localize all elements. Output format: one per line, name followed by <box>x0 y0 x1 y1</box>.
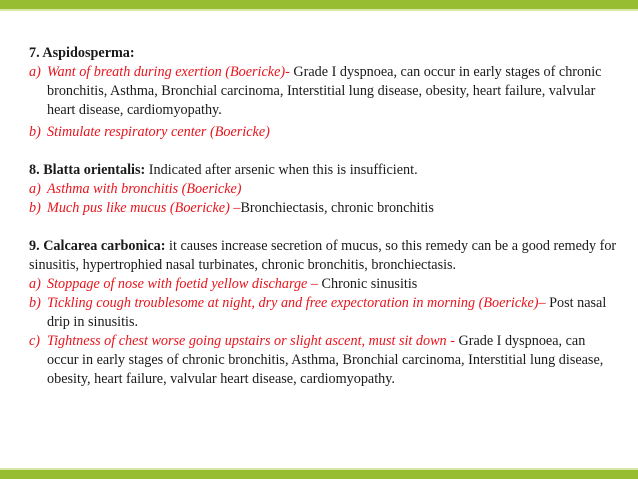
clinical-note: Grade I dyspnoea, can occur in early stages of chronic bronchitis, Asthma, Bronchial carcinoma, Interstitial lung disease, obesity, heart failure, valvular heart disease, cardiomyopathy. <box>47 64 602 118</box>
remedy-indication: Asthma with bronchitis (Boericke) <box>47 181 242 197</box>
remedy-indication: Tickling cough troublesome at night, dry and free expectoration in morning (Boericke)– <box>47 295 546 311</box>
top-accent-bar <box>0 0 638 9</box>
clinical-note: Grade I dyspnoea, can occur in early stages of chronic bronchitis, Asthma, Bronchial carcinoma, Interstitial lung disease, obesity, heart failure, valvular heart disease, cardiomyopathy. <box>47 333 604 387</box>
list-marker: b) <box>29 200 41 216</box>
remedy-indication: Stoppage of nose with foetid yellow discharge – <box>47 276 318 292</box>
list-item <box>29 180 619 199</box>
clinical-note: Bronchiectasis, chronic bronchitis <box>240 200 434 216</box>
list-item <box>29 123 619 142</box>
list-item <box>29 199 619 218</box>
clinical-note: Chronic sinusitis <box>317 276 418 292</box>
bottom-accent-bar <box>0 470 638 479</box>
section-intro: Indicated after arsenic when this is insufficient. <box>145 162 418 178</box>
section-heading-blatta-orientalis <box>29 161 619 180</box>
remedy-indication: Tightness of chest worse going upstairs or slight ascent, must sit down - <box>47 333 455 349</box>
section-intro: it causes increase secretion of mucus, so this remedy can be a good remedy for sinusitis, hypertrophied nasal turbinates, chronic bronchitis, bronchiectasis. <box>29 238 617 273</box>
list-marker: b) <box>29 124 41 140</box>
list-marker: b) <box>29 295 41 311</box>
slide-content <box>29 44 619 389</box>
remedy-indication: Stimulate respiratory center (Boericke) <box>47 124 270 140</box>
list-item <box>29 63 619 120</box>
section-heading-calcarea-carbonica <box>29 237 619 275</box>
list-marker: a) <box>29 181 41 197</box>
remedy-indication: Want of breath during exertion (Boericke)- <box>47 64 290 80</box>
remedy-indication: Much pus like mucus (Boericke) – <box>47 200 241 216</box>
list-marker: c) <box>29 333 41 349</box>
list-marker: a) <box>29 276 41 292</box>
list-marker: a) <box>29 64 41 80</box>
section-title: 8. Blatta orientalis: <box>29 162 146 178</box>
clinical-note: Post nasal drip in sinusitis. <box>47 295 607 330</box>
list-item <box>29 275 619 294</box>
list-item <box>29 294 619 332</box>
section-heading-aspidosperma <box>29 44 619 63</box>
section-title: 9. Calcarea carbonica: <box>29 238 166 254</box>
section-title: 7. Aspidosperma: <box>29 45 135 61</box>
list-item <box>29 332 619 389</box>
